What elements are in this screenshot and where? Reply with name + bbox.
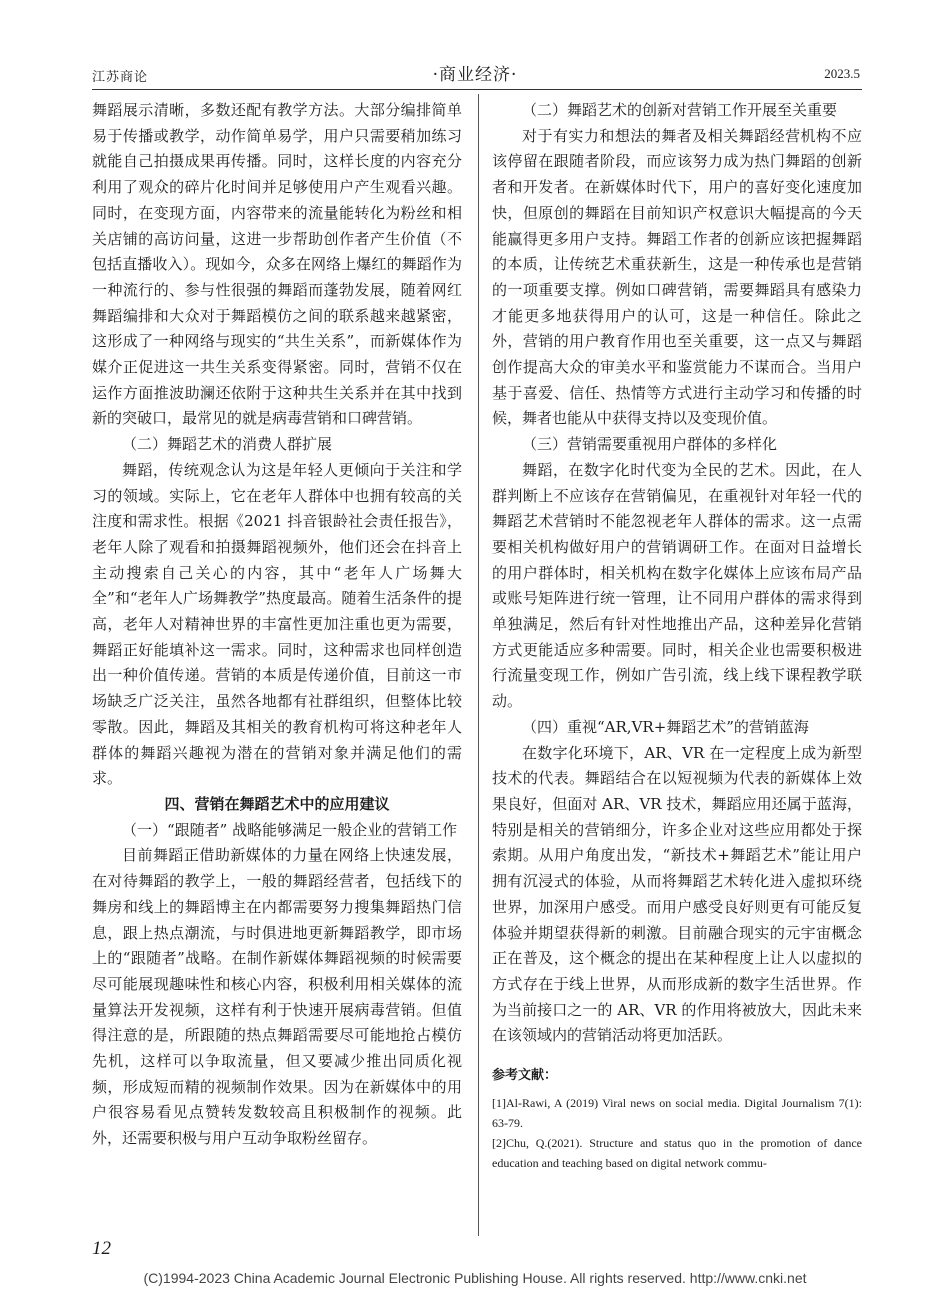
reference-item: [1]Al-Rawi, A (2019) Viral news on social media. Digital Journalism 7(1): 63-79.	[492, 1095, 862, 1130]
subheading: （三）营销需要重视用户群体的多样化	[522, 435, 778, 454]
page-number: 12	[92, 1238, 111, 1259]
body-paragraph: 在数字化环境下，AR、VR 在一定程度上成为新型技术的代表。舞蹈结合在以短视频为代表的新媒体上效果良好，但面对 AR、VR 技术，舞蹈应用还属于蓝海，特别是相关的营销细分，许多企业对这些应用都处于探索期。从用户角度出发，“新技术+舞蹈艺术”能让用户拥有沉浸式的体验，从而将舞蹈艺术转化进入虚拟环绕世界，加深用户感受。而用户感受良好则更有可能反复体验并期望获得新的刺激。目前融合现实的元宇宙概念正在普及，这个概念的提出在某种程度上让人以虚拟的方式存在于线上世界，从而形成新的数字生活世界。作为当前接口之一的 AR、VR 的作用将被放大，因此未来在该领域内的营销活动将更加活跃。	[492, 743, 862, 1045]
issue-number: 2023.5	[824, 66, 860, 81]
section-heading: 四、营销在舞蹈艺术中的应用建议	[164, 794, 390, 813]
subheading: （四）重视“AR,VR+舞蹈艺术”的营销蓝海	[522, 717, 809, 736]
subheading: （一）“跟随者” 战略能够满足一般企业的营销工作	[122, 820, 458, 839]
subheading: （二）舞蹈艺术的消费人群扩展	[122, 435, 333, 454]
subheading: （二）舞蹈艺术的创新对营销工作开展至关重要	[522, 101, 838, 119]
copyright-footer: (C)1994-2023 China Academic Journal Electronic Publishing House. All rights reserved. http://www.cnki.net	[143, 1270, 807, 1286]
body-paragraph: 目前舞蹈正借助新媒体的力量在网络上快速发展，在对待舞蹈的教学上，一般的舞蹈经营者，包括线下的舞房和线上的舞蹈博主在内都需要努力搜集舞蹈热门信息，跟上热点潮流，与时俱进地更新舞蹈教学，即市场上的“跟随者”战略。在制作新媒体舞蹈视频的时候需要尽可能展现趣味性和核心内容，积极利用相关媒体的流量算法开发视频，这样有利于快速开展病毒营销。但值得注意的是，所跟随的热点舞蹈需要尽可能地抢占模仿先机，这样可以争取流量，但又要减少推出同质化视频，形成短而精的视频制作效果。因为在新媒体中的用户很容易看见点赞转发数较高且积极制作的视频。此外，还需要积极与用户互动争取粉丝留存。	[92, 846, 462, 1148]
body-paragraph: 对于有实力和想法的舞者及相关舞蹈经营机构不应该停留在跟随者阶段，而应该努力成为热门舞蹈的创新者和开发者。在新媒体时代下，用户的喜好变化速度加快，但原创的舞蹈在目前知识产权意识大幅提高的今天能赢得更多用户支持。舞蹈工作者的创新应该把握舞蹈的本质，让传统艺术重获新生，这是一种传承也是营销的一项重要支撑。例如口碑营销，需要舞蹈具有感染力才能更多地获得用户的认可，这是一种信任。除此之外，营销的用户教育作用也至关重要，这一点又与舞蹈创作提高大众的审美水平和鉴赏能力不谋而合。当用户基于喜爱、信任、热情等方式进行主动学习和传播的时候，舞者也能从中获得支持以及变现价值。	[492, 126, 862, 428]
column-divider	[478, 94, 479, 1236]
journal-name: 江苏商论	[92, 70, 149, 85]
left-column	[92, 98, 462, 1152]
body-paragraph: 舞蹈展示清晰，多数还配有教学方法。大部分编排简单易于传播或教学，动作简单易学，用户只需要稍加练习就能自己拍摄成果再传播。同时，这样长度的内容充分利用了观众的碎片化时间并足够使用户产生观看兴趣。同时，在变现方面，内容带来的流量能转化为粉丝和相关店铺的高访问量，这进一步帮助创作者产生价值（不包括直播收入）。现如今，众多在网络上爆红的舞蹈作为一种流行的、参与性很强的舞蹈而蓬勃发展，随着网红舞蹈编排和大众对于舞蹈模仿之间的联系越来越紧密，这形成了一种网络与现实的“共生关系”，而新媒体作为媒介正促进这一共生关系变得紧密。同时，营销不仅在运作方面推波助澜还依附于这种共生关系并在其中找到新的突破口，最常见的就是病毒营销和口碑营销。	[92, 101, 462, 428]
body-paragraph: 舞蹈，在数字化时代变为全民的艺术。因此，在人群判断上不应该存在营销偏见，在重视针对年轻一代的舞蹈艺术营销时不能忽视老年人群体的需求。这一点需要相关机构做好用户的营销调研工作。在面对日益增长的用户群体时，相关机构在数字化媒体上应该布局产品或账号矩阵进行统一管理，让不同用户群体的需求得到单独满足，然后有针对性地推出产品，这种差异化营销方式更能适应多种需要。同时，相关企业也需要积极进行流量变现工作，例如广告引流，线上线下课程教学联动。	[492, 460, 862, 711]
right-column	[492, 98, 862, 1173]
references-heading: 参考文献：	[492, 1068, 558, 1084]
header-rule	[92, 89, 862, 90]
reference-item: [2]Chu, Q.(2021). Structure and status quo in the promotion of dance education and teaching based on digital network commu-	[492, 1135, 862, 1170]
section-title: ·商业经济·	[432, 65, 518, 85]
body-paragraph: 舞蹈，传统观念认为这是年轻人更倾向于关注和学习的领域。实际上，它在老年人群体中也拥有较高的关注度和需求性。根据《2021 抖音银龄社会责任报告》，老年人除了观看和拍摄舞蹈视频外，他们还会在抖音上主动搜索自己关心的内容，其中“老年人广场舞大全”和“老年人广场舞教学”热度最高。随着生活条件的提高，老年人对精神世界的丰富性更加注重也更为需要，舞蹈正好能填补这一需求。同时，这种需求也同样创造出一种价值传递。营销的本质是传递价值，目前这一市场缺乏广泛关注，虽然各地都有社群组织，但整体比较零散。因此，舞蹈及其相关的教育机构可将这种老年人群体的舞蹈兴趣视为潜在的营销对象并满足他们的需求。	[92, 460, 462, 788]
